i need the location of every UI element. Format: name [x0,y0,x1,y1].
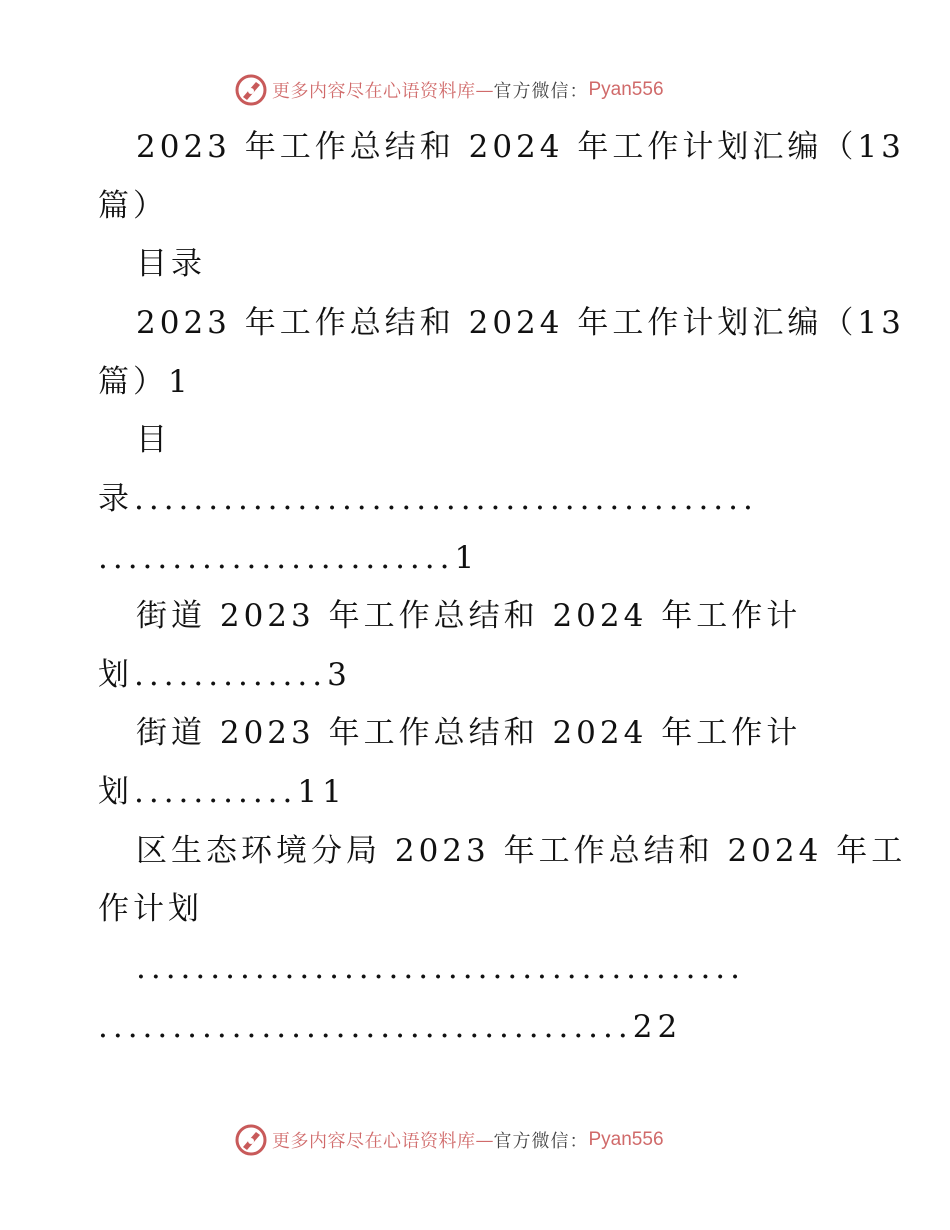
banner-wechat-id: Pyan556 [588,79,664,100]
toc-entry-1-line-2: 篇）1 [98,364,192,400]
footer-banner [234,1122,664,1158]
banner-wechat-label: 官方微信： [493,1131,589,1152]
banner-dash: — [475,79,494,101]
toc-entry-1-line-1: 2023 年工作总结和 2024 年工作计划汇编（13 [136,305,905,341]
doc-title-line-2: 篇） [98,188,168,224]
pen-circle-logo-icon [234,73,268,107]
toc-heading: 目录 [136,246,206,282]
banner-site-name: 更多内容尽在心语资料库 [272,1131,476,1152]
toc-entry-5-line-4: ....................................22 [98,1009,683,1045]
banner-wechat-id: Pyan556 [588,1129,664,1150]
banner-dash: — [475,1129,494,1151]
toc-entry-5-line-3: ......................................... [136,950,746,986]
toc-entry-4-line-1: 街道 2023 年工作总结和 2024 年工作计 [136,715,802,751]
toc-entry-3-line-2: 划.............3 [98,657,352,693]
toc-entry-5-line-2: 作计划 [98,891,203,927]
doc-title-line-1: 2023 年工作总结和 2024 年工作计划汇编（13 [136,129,905,165]
pen-circle-logo-icon [234,1123,268,1157]
toc-entry-5-line-1: 区生态环境分局 2023 年工作总结和 2024 年工 [136,833,907,869]
toc-entry-2-line-1: 目 [136,422,171,458]
header-banner [234,72,664,108]
banner-site-name: 更多内容尽在心语资料库 [272,81,476,102]
banner-wechat-label: 官方微信： [493,81,589,102]
toc-entry-2-line-2: 录.......................................... [98,481,758,517]
toc-entry-2-line-3: ........................1 [98,540,480,576]
toc-entry-3-line-1: 街道 2023 年工作总结和 2024 年工作计 [136,598,802,634]
toc-entry-4-line-2: 划...........11 [98,774,347,810]
